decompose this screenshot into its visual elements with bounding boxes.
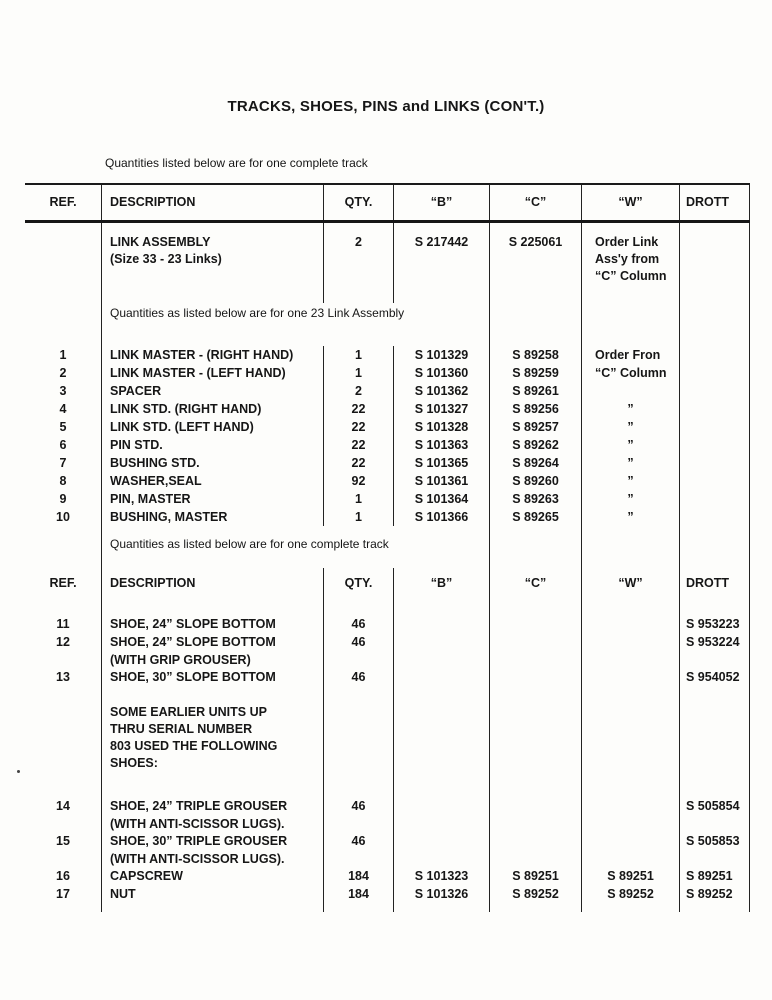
c-cell	[489, 688, 581, 798]
ref-cell: 1	[59, 348, 67, 362]
drott-cell	[679, 436, 750, 454]
table-row	[25, 346, 750, 364]
description-cell: PIN, MASTER	[101, 490, 323, 508]
earlier-units-note-row	[25, 688, 750, 798]
description-cell: BUSHING STD.	[101, 454, 323, 472]
description-cell	[101, 798, 323, 833]
description-line: (Size 33 - 23 Links)	[110, 252, 222, 266]
drott-cell	[679, 526, 750, 568]
ref-cell: 5	[59, 420, 67, 434]
drott-cell	[679, 904, 750, 912]
qty-cell: 1	[323, 490, 393, 508]
pre-table-note: Quantities listed below are for one complete track	[105, 156, 368, 170]
column-header-w: “W”	[581, 568, 679, 616]
w-note-line: Ass'y from	[595, 252, 660, 266]
c-cell: S 89259	[489, 364, 581, 382]
ref-cell	[25, 688, 101, 798]
stray-mark	[17, 770, 20, 773]
qty-cell: 1	[323, 508, 393, 526]
column-header-drott: DROTT	[679, 185, 750, 220]
track-note: Quantities as listed below are for one complete track	[101, 526, 489, 568]
description-cell: LINK STD. (LEFT HAND)	[101, 418, 323, 436]
b-cell	[393, 688, 489, 798]
column-header-ref: REF.	[49, 576, 77, 590]
qty-cell: 22	[323, 418, 393, 436]
ref-cell: 8	[59, 474, 67, 488]
ref-cell: 11	[56, 617, 70, 631]
qty-cell	[323, 904, 393, 912]
drott-cell	[679, 303, 750, 346]
c-cell	[489, 798, 581, 833]
description-cell	[101, 904, 323, 912]
w-cell: ”	[581, 454, 679, 472]
w-cell	[581, 382, 679, 400]
w-cell	[581, 904, 679, 912]
note-line: 803 USED THE FOLLOWING	[110, 739, 278, 753]
w-cell: S 89252	[581, 886, 679, 904]
table-row	[25, 400, 750, 418]
ref-cell: 6	[59, 438, 67, 452]
column-header-description: DESCRIPTION	[101, 568, 323, 616]
b-cell	[393, 833, 489, 868]
w-cell	[581, 688, 679, 798]
c-cell: S 225061	[489, 223, 581, 303]
description-cell: LINK MASTER - (LEFT HAND)	[101, 364, 323, 382]
ref-cell: 10	[56, 510, 70, 524]
qty-cell: 2	[323, 382, 393, 400]
c-cell: S 89251	[489, 868, 581, 886]
table-row	[25, 382, 750, 400]
description-cell: SHOE, 24” SLOPE BOTTOM	[101, 616, 323, 634]
qty-cell: 22	[323, 436, 393, 454]
column-header-w: “W”	[581, 185, 679, 220]
link-assembly-row	[25, 223, 750, 303]
description-cell: CAPSCREW	[101, 868, 323, 886]
description-line: LINK ASSEMBLY	[110, 235, 211, 249]
b-cell	[393, 616, 489, 634]
page-title: TRACKS, SHOES, PINS and LINKS (CON'T.)	[227, 98, 545, 115]
c-cell: S 89261	[489, 382, 581, 400]
b-cell: S 101366	[393, 508, 489, 526]
drott-cell	[679, 688, 750, 798]
description-cell	[101, 223, 323, 303]
table-row	[25, 472, 750, 490]
c-cell: S 89260	[489, 472, 581, 490]
column-header-c: “C”	[489, 568, 581, 616]
ref-cell	[25, 223, 101, 303]
drott-cell	[679, 382, 750, 400]
table-row	[25, 886, 750, 904]
drott-cell: S 954052	[679, 669, 750, 688]
note-line: THRU SERIAL NUMBER	[110, 722, 253, 736]
qty-cell: 46	[323, 634, 393, 669]
drott-cell	[679, 346, 750, 364]
qty-cell: 92	[323, 472, 393, 490]
column-header-ref: REF.	[49, 195, 77, 209]
column-header-b: “B”	[393, 568, 489, 616]
description-cell: WASHER,SEAL	[101, 472, 323, 490]
ref-cell: 2	[59, 366, 67, 380]
w-cell	[581, 798, 679, 833]
w-cell	[581, 669, 679, 688]
w-cell	[581, 223, 679, 303]
table-row	[25, 616, 750, 634]
earlier-units-note	[101, 688, 323, 798]
c-cell: S 89257	[489, 418, 581, 436]
w-cell	[581, 833, 679, 868]
drott-cell: S 505853	[679, 833, 750, 868]
column-header-description: DESCRIPTION	[101, 185, 323, 220]
table-row	[25, 418, 750, 436]
table-tail	[25, 904, 750, 912]
qty-cell: 22	[323, 400, 393, 418]
drott-cell	[679, 454, 750, 472]
description-line: SHOE, 24” TRIPLE GROUSER	[110, 799, 288, 813]
ref-cell	[25, 526, 101, 568]
header-row	[25, 185, 750, 223]
drott-cell	[679, 418, 750, 436]
w-cell	[581, 616, 679, 634]
drott-cell	[679, 508, 750, 526]
w-cell: ”	[581, 472, 679, 490]
c-cell	[489, 634, 581, 669]
ref-cell: 14	[56, 799, 70, 813]
drott-cell: S 953223	[679, 616, 750, 634]
w-cell: ”	[581, 490, 679, 508]
qty-cell	[323, 688, 393, 798]
w-cell: Order Fron	[581, 346, 679, 364]
ref-cell: 12	[56, 635, 70, 649]
qty-cell: 1	[323, 346, 393, 364]
qty-cell: 46	[323, 833, 393, 868]
w-cell: S 89251	[581, 868, 679, 886]
b-cell: S 101364	[393, 490, 489, 508]
qty-cell: 2	[323, 223, 393, 303]
table-row	[25, 454, 750, 472]
c-cell: S 89256	[489, 400, 581, 418]
description-line: SHOE, 24” SLOPE BOTTOM	[110, 635, 276, 649]
header-row-2	[25, 568, 750, 616]
description-line: SHOE, 30” TRIPLE GROUSER	[110, 834, 288, 848]
b-cell: S 101360	[393, 364, 489, 382]
w-note-line: “C” Column	[595, 269, 667, 283]
c-cell: S 89265	[489, 508, 581, 526]
c-cell	[489, 303, 581, 346]
w-cell	[581, 303, 679, 346]
description-cell: NUT	[101, 886, 323, 904]
table-row	[25, 669, 750, 688]
drott-cell	[679, 400, 750, 418]
ref-cell	[25, 904, 101, 912]
drott-cell: S 89251	[679, 868, 750, 886]
b-cell: S 101363	[393, 436, 489, 454]
c-cell	[489, 669, 581, 688]
w-cell: “C” Column	[581, 364, 679, 382]
description-cell: BUSHING, MASTER	[101, 508, 323, 526]
qty-cell: 46	[323, 669, 393, 688]
w-cell	[581, 634, 679, 669]
description-line: (WITH ANTI-SCISSOR LUGS).	[110, 851, 285, 866]
ref-cell: 4	[59, 402, 67, 416]
column-header-drott: DROTT	[679, 568, 750, 616]
w-note-line: Order Link	[595, 235, 659, 249]
description-cell: LINK MASTER - (RIGHT HAND)	[101, 346, 323, 364]
column-header-qty: QTY.	[323, 568, 393, 616]
note-line: SHOES:	[110, 756, 158, 770]
ref-cell: 16	[56, 869, 70, 883]
w-cell: ”	[581, 418, 679, 436]
parts-table	[25, 183, 750, 912]
w-cell	[581, 526, 679, 568]
track-note-row	[25, 526, 750, 568]
ref-cell: 9	[59, 492, 67, 506]
b-cell: S 101362	[393, 382, 489, 400]
qty-cell: 1	[323, 364, 393, 382]
w-cell: ”	[581, 436, 679, 454]
c-cell: S 89263	[489, 490, 581, 508]
ref-cell: 13	[56, 670, 70, 684]
table-row	[25, 634, 750, 669]
table-row	[25, 364, 750, 382]
table-row	[25, 868, 750, 886]
c-cell: S 89262	[489, 436, 581, 454]
table-row	[25, 490, 750, 508]
drott-cell: S 953224	[679, 634, 750, 669]
b-cell: S 101326	[393, 886, 489, 904]
description-cell: SHOE, 30” SLOPE BOTTOM	[101, 669, 323, 688]
w-cell: ”	[581, 508, 679, 526]
drott-cell	[679, 490, 750, 508]
ref-cell	[25, 303, 101, 346]
column-header-qty: QTY.	[323, 185, 393, 220]
b-cell: S 101323	[393, 868, 489, 886]
qty-cell: 184	[323, 886, 393, 904]
ref-cell: 15	[56, 834, 70, 848]
assembly-note-row	[25, 303, 750, 346]
table-row	[25, 508, 750, 526]
table-row	[25, 833, 750, 868]
ref-cell: 7	[59, 456, 67, 470]
c-cell: S 89258	[489, 346, 581, 364]
b-cell: S 101361	[393, 472, 489, 490]
c-cell	[489, 616, 581, 634]
b-cell: S 217442	[393, 223, 489, 303]
qty-cell: 46	[323, 798, 393, 833]
drott-cell	[679, 223, 750, 303]
drott-cell	[679, 364, 750, 382]
drott-cell: S 505854	[679, 798, 750, 833]
b-cell: S 101329	[393, 346, 489, 364]
c-cell	[489, 833, 581, 868]
column-header-c: “C”	[489, 185, 581, 220]
ref-cell: 17	[56, 887, 70, 901]
b-cell	[393, 669, 489, 688]
w-cell: ”	[581, 400, 679, 418]
description-cell	[101, 833, 323, 868]
drott-cell	[679, 472, 750, 490]
b-cell	[393, 634, 489, 669]
description-cell	[101, 634, 323, 669]
description-cell: LINK STD. (RIGHT HAND)	[101, 400, 323, 418]
c-cell	[489, 904, 581, 912]
b-cell: S 101328	[393, 418, 489, 436]
description-cell: PIN STD.	[101, 436, 323, 454]
c-cell: S 89264	[489, 454, 581, 472]
b-cell	[393, 798, 489, 833]
c-cell: S 89252	[489, 886, 581, 904]
qty-cell: 22	[323, 454, 393, 472]
b-cell	[393, 904, 489, 912]
description-line: (WITH GRIP GROUSER)	[110, 652, 251, 667]
description-cell: SPACER	[101, 382, 323, 400]
column-header-b: “B”	[393, 185, 489, 220]
qty-cell: 46	[323, 616, 393, 634]
table-row	[25, 798, 750, 833]
drott-cell: S 89252	[679, 886, 750, 904]
b-cell: S 101327	[393, 400, 489, 418]
note-line: SOME EARLIER UNITS UP	[110, 705, 267, 719]
ref-cell: 3	[59, 384, 67, 398]
description-line: (WITH ANTI-SCISSOR LUGS).	[110, 816, 285, 831]
table-row	[25, 436, 750, 454]
qty-cell: 184	[323, 868, 393, 886]
b-cell: S 101365	[393, 454, 489, 472]
assembly-note: Quantities as listed below are for one 23 Link Assembly	[101, 303, 489, 346]
c-cell	[489, 526, 581, 568]
